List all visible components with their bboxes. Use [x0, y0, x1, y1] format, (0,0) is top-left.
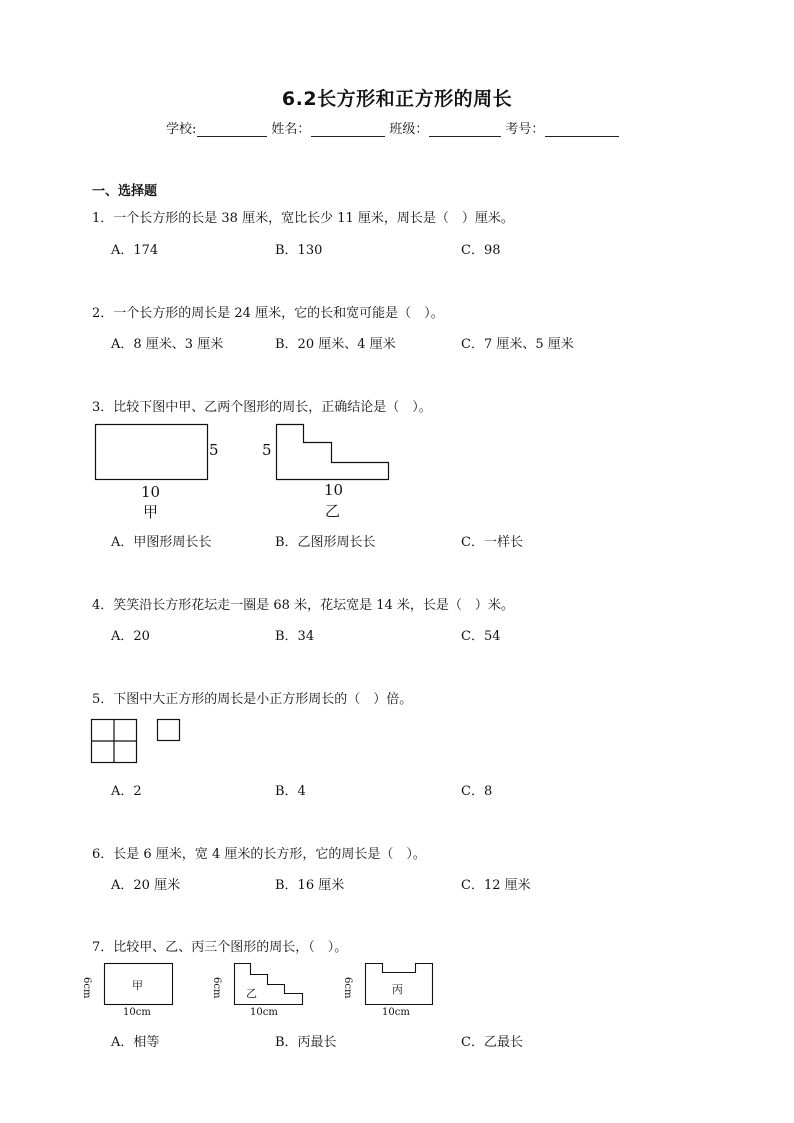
figure-7-jia-name: 甲 — [132, 979, 143, 992]
question-6-option-b[interactable]: B．16 厘米 — [275, 878, 345, 893]
figure-jia-height-label: 5 — [209, 441, 219, 459]
question-1-option-a[interactable]: A．174 — [111, 243, 159, 258]
question-2-option-a[interactable]: A．8 厘米、3 厘米 — [111, 337, 224, 352]
figure-7-bing-width-label: 10cm — [382, 1007, 410, 1018]
question-5-option-b[interactable]: B．4 — [275, 784, 306, 799]
question-6-stem: 6．长是 6 厘米，宽 4 厘米的长方形，它的周长是（ ）。 — [92, 847, 426, 862]
question-4-stem: 4．笑笑沿长方形花坛走一圈是 68 米，花坛宽是 14 米，长是（ ）米。 — [92, 598, 514, 613]
figure-yi-height-label: 5 — [262, 441, 272, 459]
class-label: 班级： — [389, 122, 429, 137]
figure-7-yi-name: 乙 — [246, 987, 257, 1000]
question-2-stem: 2．一个长方形的周长是 24 厘米，它的长和宽可能是（ ）。 — [92, 306, 444, 321]
figure-jia-width-label: 10 — [141, 483, 161, 501]
page-title: 6.2长方形和正方形的周长 — [281, 88, 513, 110]
question-7-option-c[interactable]: C．乙最长 — [461, 1035, 523, 1050]
question-3-option-c[interactable]: C．一样长 — [461, 535, 523, 550]
question-1-stem: 1．一个长方形的长是 38 厘米，宽比长少 11 厘米，周长是（ ）厘米。 — [92, 211, 514, 226]
question-7-option-b[interactable]: B．丙最长 — [275, 1035, 337, 1050]
figure-7-yi-height-label: 6cm — [211, 977, 222, 999]
question-5-stem: 5．下图中大正方形的周长是小正方形周长的（ ）倍。 — [92, 692, 413, 707]
question-4-option-c[interactable]: C．54 — [461, 629, 501, 644]
question-7-option-a[interactable]: A．相等 — [111, 1035, 160, 1050]
question-2-option-c[interactable]: C．7 厘米、5 厘米 — [461, 337, 574, 352]
figure-yi-width-label: 10 — [324, 481, 344, 499]
question-1-option-b[interactable]: B．130 — [275, 243, 323, 258]
question-6-option-c[interactable]: C．12 厘米 — [461, 878, 531, 893]
figure-7-yi-width-label: 10cm — [250, 1007, 278, 1018]
question-7-stem: 7．比较甲、乙、丙三个图形的周长，（ ）。 — [92, 940, 348, 955]
school-label: 学校: — [166, 122, 197, 137]
figure-7-jia-height-label: 6cm — [81, 977, 92, 999]
question-3-stem: 3．比较下图中甲、乙两个图形的周长，正确结论是（ ）。 — [92, 400, 432, 415]
question-5-option-c[interactable]: C．8 — [461, 784, 493, 799]
figure-7-bing-name: 丙 — [392, 983, 403, 996]
figure-jia-name: 甲 — [143, 503, 159, 521]
question-1-option-c[interactable]: C．98 — [461, 243, 501, 258]
figure-yi-name: 乙 — [325, 502, 341, 520]
question-3-option-a[interactable]: A．甲图形周长长 — [111, 535, 212, 550]
figure-7-jia-width-label: 10cm — [123, 1007, 151, 1018]
figure-7-yi-staircase — [235, 964, 303, 1005]
section-title: 一、选择题 — [92, 184, 158, 199]
question-4-option-b[interactable]: B．34 — [275, 629, 315, 644]
question-5-option-a[interactable]: A．2 — [111, 784, 142, 799]
figure-7-bing-height-label: 6cm — [342, 977, 353, 999]
number-label: 考号： — [505, 122, 545, 137]
question-6-option-a[interactable]: A．20 厘米 — [111, 878, 181, 893]
question-2-option-b[interactable]: B．20 厘米、4 厘米 — [275, 337, 396, 352]
question-4-option-a[interactable]: A．20 — [111, 629, 150, 644]
question-3-option-b[interactable]: B．乙图形周长长 — [275, 535, 376, 550]
name-label: 姓名： — [271, 122, 311, 137]
